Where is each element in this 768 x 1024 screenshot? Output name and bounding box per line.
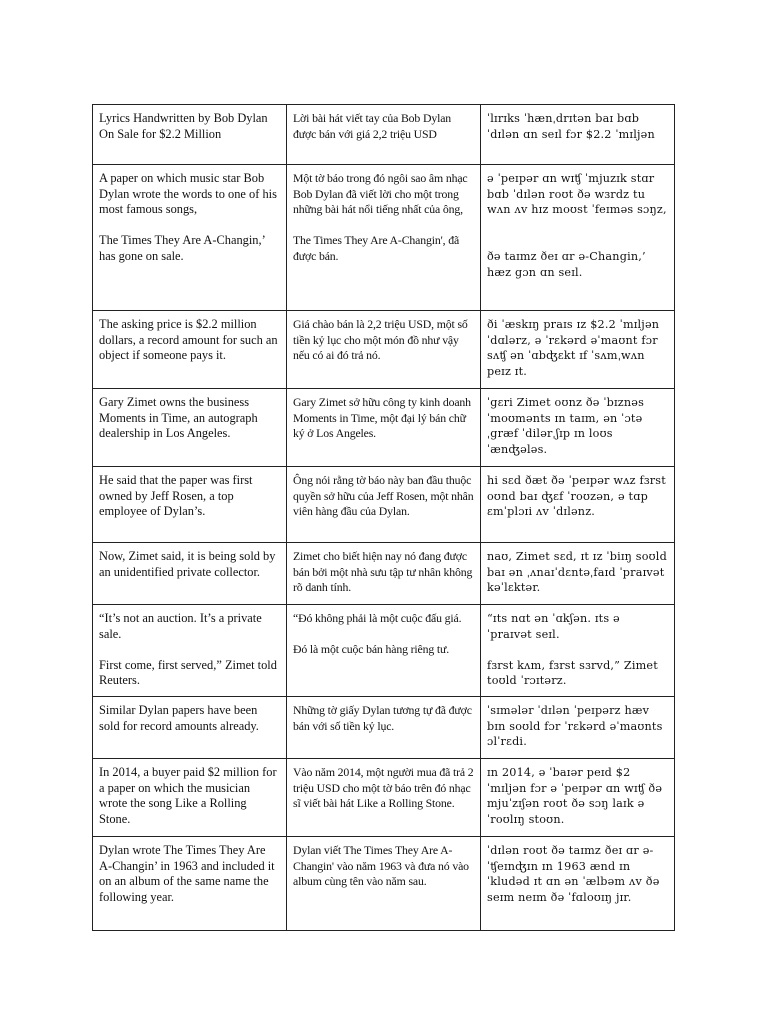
english-text: The asking price is $2.2 million dollars, a record amount for such an object if someone pays it. (99, 317, 281, 363)
ipa-text: ˈsɪmələr ˈdɪlən ˈpeɪpərz hæv bɪn soʊld fɔr ˈrɛkərd əˈmaʊnts ɔlˈrɛdi. (487, 704, 667, 749)
english-cell (93, 605, 287, 697)
vietnamese-cell (287, 605, 481, 697)
vietnamese-text: Vào năm 2014, một người mua đã trả 2 triệu USD cho một tờ báo trên đó nhạc sĩ viết bài hát Like a Rolling Stone. (293, 765, 477, 811)
ipa-text: ˈlɪrɪks ˈhænˌdrɪtən baɪ bɑb ˈdɪlən ɑn seɪl fɔr $2.2 ˈmɪljən (487, 112, 655, 141)
ipa-text: ə ˈpeɪpər ɑn wɪʧ ˈmjuzɪk stɑr bɑb ˈdɪlən roʊt ðə wɜrdz tu wʌn ʌv hɪz moʊst ˈfeɪməs sɔŋz, ðə taɪmz ðeɪ ɑr ə-Changin,’ hæz gɔn ɑn seɪl. (487, 172, 667, 279)
vietnamese-text: Zimet cho biết hiện nay nó đang được bán bởi một nhà sưu tập tư nhân không rõ danh tính. (293, 549, 476, 595)
english-cell (93, 105, 287, 165)
vietnamese-text: Giá chào bán là 2,2 triệu USD, một số tiền kỷ lục cho một món đồ như vậy nếu có ai đó trả nó. (293, 317, 471, 363)
table-row (93, 311, 675, 389)
table-row (93, 543, 675, 605)
ipa-text: ɪn 2014, ə ˈbaɪər peɪd $2 ˈmɪljən fɔr ə ˈpeɪpər ɑn wɪʧ ðə mjuˈzɪʃən roʊt ðə sɔŋ laɪk ə ˈroʊlɪŋ stoʊn. (487, 766, 666, 826)
table-body (93, 105, 675, 931)
ipa-text: naʊ, Zimet sɛd, ɪt ɪz ˈbiɪŋ soʊld baɪ ən ˌʌnaɪˈdɛntəˌfaɪd ˈpraɪvət kəˈlɛktər. (487, 550, 671, 595)
vietnamese-text: Dylan viết The Times They Are A-Changin' vào năm 1963 và đưa nó vào album cùng tên vào năm sau. (293, 843, 472, 889)
ipa-cell (481, 467, 675, 543)
english-text: In 2014, a buyer paid $2 million for a paper on which the musician wrote the song Like a Rolling Stone. (99, 765, 280, 826)
english-text: Lyrics Handwritten by Bob Dylan On Sale for $2.2 Million (99, 111, 271, 141)
english-cell (93, 389, 287, 467)
vietnamese-text: Lời bài hát viết tay của Bob Dylan được bán với giá 2,2 triệu USD (293, 111, 454, 141)
ipa-text: hi sɛd ðæt ðə ˈpeɪpər wʌz fɜrst oʊnd baɪ ʤɛf ˈroʊzən, ə tɑp ɛmˈplɔɪi ʌv ˈdɪlənz. (487, 474, 670, 519)
vietnamese-text: Một tờ báo trong đó ngôi sao âm nhạc Bob Dylan đã viết lời cho một trong những bài hát nổi tiếng nhất của ông, The Times They Are A-Changin', đã được bán. (293, 171, 468, 263)
vietnamese-cell (287, 697, 481, 759)
vietnamese-cell (287, 165, 481, 311)
ipa-text: “ɪts nɑt ən ˈɑkʃən. ɪts ə ˈpraɪvət seɪl. fɜrst kʌm, fɜrst sɜrvd,” Zimet toʊld ˈrɔɪtərz. (487, 612, 658, 688)
vietnamese-text: Những tờ giấy Dylan tương tự đã được bán với số tiền kỷ lục. (293, 703, 475, 733)
english-cell (93, 697, 287, 759)
ipa-text: ˈgɛri Zimet oʊnz ðə ˈbɪznəs ˈmoʊmənts ɪn taɪm, ən ˈɔtəˌgræf ˈdilərˌʃɪp ɪn loʊs ˈænʤələs. (487, 396, 648, 456)
english-cell (93, 759, 287, 837)
english-cell (93, 543, 287, 605)
english-cell (93, 165, 287, 311)
vietnamese-cell (287, 311, 481, 389)
trilingual-table (92, 104, 675, 931)
ipa-text: ði ˈæskɪŋ praɪs ɪz $2.2 ˈmɪljən ˈdɑlərz, ə ˈrɛkərd əˈmaʊnt fɔr sʌʧ ən ˈɑbʤɛkt ɪf ˈsʌmˌwʌn peɪz ɪt. (487, 318, 663, 378)
table-row (93, 389, 675, 467)
table-row (93, 759, 675, 837)
table-row (93, 605, 675, 697)
english-text: Dylan wrote The Times They Are A-Changin’ in 1963 and included it on an album of the same name the following year. (99, 843, 278, 904)
ipa-cell (481, 389, 675, 467)
table-row (93, 467, 675, 543)
vietnamese-cell (287, 105, 481, 165)
vietnamese-text: “Đó không phải là một cuộc đấu giá. Đó là một cuộc bán hàng riêng tư. (293, 611, 462, 657)
ipa-cell (481, 311, 675, 389)
ipa-text: ˈdɪlən roʊt ðə taɪmz ðeɪ ɑr ə-ˈʧeɪnʤɪn ɪn 1963 ænd ɪnˈkludəd ɪt ɑn ən ˈælbəm ʌv ðə seɪm neɪm ðə ˈfɑloʊɪŋ jɪr. (487, 844, 664, 904)
ipa-cell (481, 697, 675, 759)
english-cell (93, 467, 287, 543)
english-text: A paper on which music star Bob Dylan wrote the words to one of his most famous songs, The Times They Are A-Changin,’ has gone on sale. (99, 171, 277, 263)
english-text: “It’s not an auction. It’s a private sale. First come, first served,” Zimet told Reuters. (99, 611, 277, 688)
table-row (93, 837, 675, 931)
table-row (93, 697, 675, 759)
vietnamese-cell (287, 389, 481, 467)
ipa-cell (481, 605, 675, 697)
vietnamese-cell (287, 759, 481, 837)
table-row (93, 105, 675, 165)
vietnamese-cell (287, 543, 481, 605)
ipa-cell (481, 837, 675, 931)
vietnamese-text: Ông nói rằng tờ báo này ban đầu thuộc quyền sở hữu của Jeff Rosen, một nhân viên hàng đầu của Dylan. (293, 473, 477, 519)
vietnamese-cell (287, 837, 481, 931)
english-text: He said that the paper was first owned by Jeff Rosen, a top employee of Dylan’s. (99, 473, 256, 519)
english-cell (93, 311, 287, 389)
table-row (93, 165, 675, 311)
vietnamese-text: Gary Zimet sở hữu công ty kinh doanh Moments in Time, một đại lý bán chữ ký ở Los Angeles. (293, 395, 474, 441)
english-text: Similar Dylan papers have been sold for record amounts already. (99, 703, 261, 733)
ipa-cell (481, 105, 675, 165)
english-cell (93, 837, 287, 931)
vietnamese-cell (287, 467, 481, 543)
english-text: Now, Zimet said, it is being sold by an unidentified private collector. (99, 549, 279, 579)
ipa-cell (481, 543, 675, 605)
ipa-cell (481, 759, 675, 837)
ipa-cell (481, 165, 675, 311)
english-text: Gary Zimet owns the business Moments in Time, an autograph dealership in Los Angeles. (99, 395, 261, 441)
